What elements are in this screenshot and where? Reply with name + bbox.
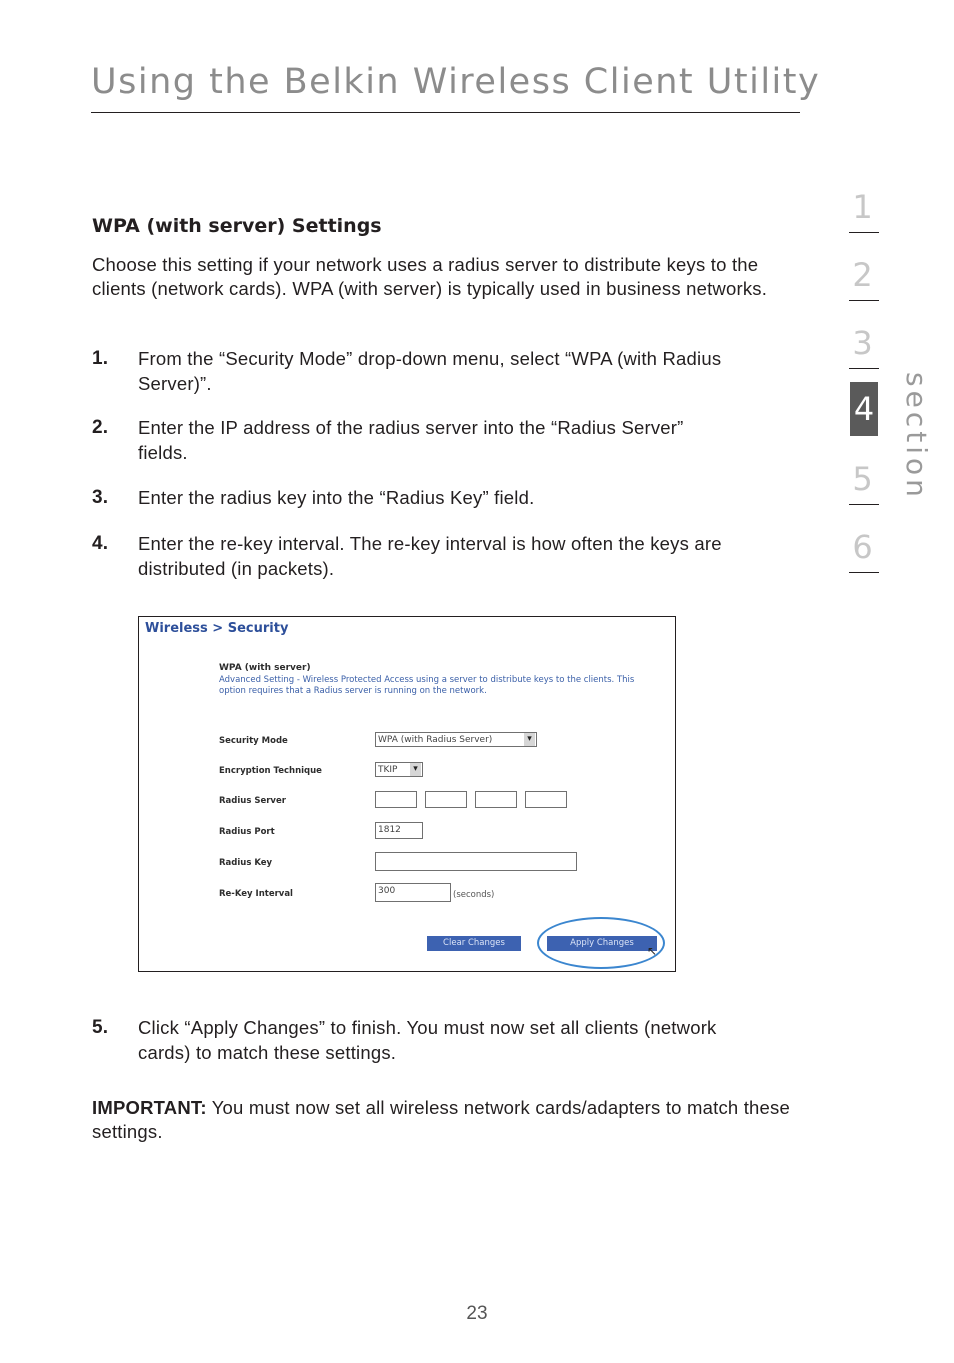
radius-server-octet-2[interactable] [425,791,467,808]
section-heading: WPA (with server) Settings [92,215,382,237]
section-number: 1 [852,188,873,226]
section-label: section [900,372,933,501]
important-note [92,1096,804,1144]
panel-heading: WPA (with server) [219,663,311,673]
rekey-field[interactable]: 300 [375,883,451,902]
important-label: IMPORTANT: [92,1097,207,1118]
page-title: Using the Belkin Wireless Client Utility [91,62,821,102]
section-rule [849,368,879,369]
step-1 [92,347,804,396]
section-item-6 [846,520,879,576]
radius-server-octet-1[interactable] [375,791,417,808]
breadcrumb: Wireless > Security [145,621,289,636]
section-rule [849,572,879,573]
intro-paragraph: Choose this setting if your network uses a radius server to distribute keys to the clients (network cards). WPA (with server) is typically used in business networks. [92,254,768,299]
title-rule [91,112,800,113]
section-rule [849,504,879,505]
section-number: 4 [850,382,878,436]
rekey-unit: (seconds) [453,890,495,900]
section-rule [849,300,879,301]
clear-changes-button[interactable]: Clear Changes [427,936,521,951]
section-item-1 [846,180,879,236]
step-text: Enter the IP address of the radius server into the “Radius Server” fields. [138,417,684,463]
apply-changes-button[interactable]: Apply Changes [547,936,657,951]
section-number: 6 [852,528,873,566]
security-settings-screenshot [138,616,676,972]
step-4 [92,532,804,581]
step-text: From the “Security Mode” drop-down menu, select “WPA (with Radius Server)”. [138,348,722,394]
security-mode-label: Security Mode [219,736,288,746]
cursor-icon: ↖ [647,944,658,958]
step-number: 3. [92,487,109,508]
section-number: 2 [852,256,873,294]
step-number: 1. [92,348,109,369]
step-text: Enter the re-key interval. The re-key interval is how often the keys are distributed (in packets). [138,533,722,579]
step-3 [92,486,804,511]
step-5 [92,1016,804,1065]
section-rule [849,232,879,233]
step-2 [92,416,804,465]
section-item-4-active [846,382,879,438]
step-number: 4. [92,533,109,554]
step-number: 2. [92,417,109,438]
section-item-5 [846,452,879,508]
radius-port-label: Radius Port [219,827,275,837]
encryption-select[interactable]: TKIP ▾ [375,762,423,777]
step-text: Click “Apply Changes” to finish. You must now set all clients (network cards) to match these settings. [138,1017,717,1063]
radius-port-field[interactable]: 1812 [375,822,423,839]
rekey-label: Re-Key Interval [219,889,293,899]
step-text: Enter the radius key into the “Radius Key” field. [138,487,535,508]
panel-description: Advanced Setting - Wireless Protected Access using a server to distribute keys to the clients. This option requires that a Radius server is running on the network. [219,675,635,696]
section-number: 5 [852,460,873,498]
highlight-circle [537,917,665,969]
radius-server-octet-3[interactable] [475,791,517,808]
radius-server-octet-4[interactable] [525,791,567,808]
important-text: You must now set all wireless network cards/adapters to match these settings. [92,1097,790,1142]
section-number: 3 [852,324,873,362]
section-item-3 [846,316,879,372]
section-item-2 [846,248,879,304]
radius-key-label: Radius Key [219,858,273,868]
radius-server-label: Radius Server [219,796,286,806]
step-number: 5. [92,1017,109,1038]
security-mode-select[interactable]: WPA (with Radius Server) ▾ [375,732,537,747]
page-number: 23 [466,1303,488,1324]
encryption-label: Encryption Technique [219,766,322,776]
radius-key-field[interactable] [375,852,577,871]
